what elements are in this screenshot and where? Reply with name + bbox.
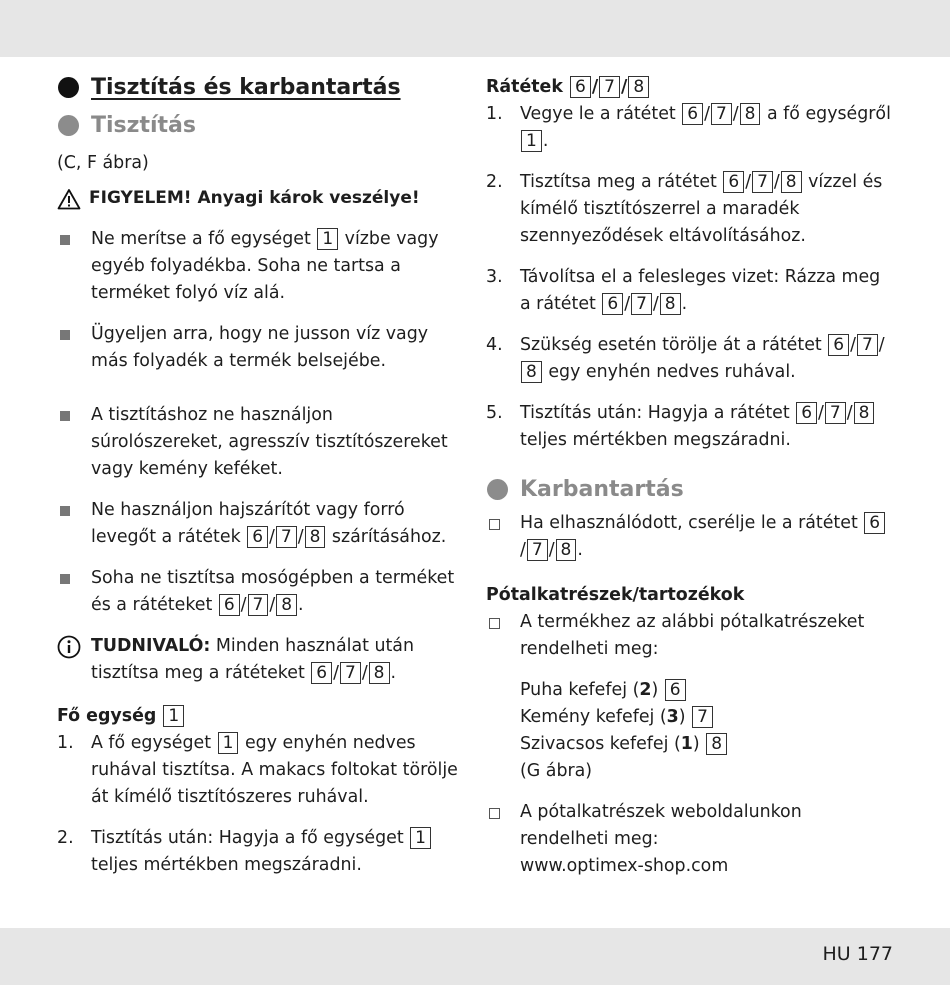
hollow-square-bullet-icon [489, 618, 500, 629]
step-item: 5. Tisztítás után: Hagyja a rátétet 6 / 7 / 8 teljes mértékben megszáradni. [486, 400, 891, 454]
ref-box: 1 [521, 130, 542, 152]
ref-box: 8 [369, 662, 390, 684]
ref-box: 1 [163, 705, 184, 727]
ref-box: 6 [864, 512, 885, 534]
ref-box: 7 [599, 76, 620, 98]
ref-box: 8 [781, 171, 802, 193]
ref-box: 6 [723, 171, 744, 193]
ref-box: 8 [556, 539, 577, 561]
bullet-dot-icon [58, 77, 79, 98]
ref-box: 8 [628, 76, 649, 98]
step-item: 2. Tisztítsa meg a rátétet 6 / 7 / 8 vízzel és kímélő tisztítószerrel a maradék szennyeződések eltávolításához. [486, 172, 883, 246]
spare-item: Puha kefefej (2) 6 [520, 677, 891, 704]
ref-box: 7 [527, 539, 548, 561]
list-item: Ügyeljen arra, hogy ne jusson víz vagy más folyadék a termék belsejébe. [57, 321, 467, 375]
square-bullet-icon [60, 411, 70, 421]
hollow-square-bullet-icon [489, 808, 500, 819]
ref-box: 7 [857, 334, 878, 356]
ref-box: 6 [570, 76, 591, 98]
ref-box: 1 [218, 732, 239, 754]
ref-box: 7 [248, 594, 269, 616]
left-column [57, 70, 467, 879]
ref-box: 1 [317, 228, 338, 250]
ref-box: 6 [796, 402, 817, 424]
bottom-band [0, 928, 950, 985]
ref-box: 8 [276, 594, 297, 616]
maintenance-title: Karbantartás [486, 472, 891, 508]
ref-box: 7 [692, 706, 713, 728]
ref-box: 7 [276, 526, 297, 548]
hollow-square-bullet-icon [489, 519, 500, 530]
bullet-dot-icon [487, 479, 508, 500]
ref-box: 6 [665, 679, 686, 701]
main-unit-heading: Fő egység 1 [57, 703, 467, 730]
step-item: 1. Vegye le a rátétet 6 / 7 / 8 a fő egységről 1 . [486, 104, 891, 151]
warning-triangle-icon [57, 188, 81, 210]
square-bullet-icon [60, 330, 70, 340]
ref-box: 6 [311, 662, 332, 684]
spare-parts-heading: Pótalkatrészek/tartozékok [486, 585, 745, 605]
list-item: A pótalkatrészek weboldalunkon rendelheti meg: www.optimex-shop.com [486, 799, 891, 880]
subsection-title: Tisztítás [57, 108, 467, 144]
ref-box: 7 [631, 293, 652, 315]
ref-box: 7 [711, 103, 732, 125]
square-bullet-icon [60, 235, 70, 245]
note: TUDNIVALÓ: Minden használat után tisztítsa meg a rátéteket 6 / 7 / 8 . [57, 633, 467, 687]
ref-box: 6 [219, 594, 240, 616]
list-item: A termékhez az alábbi pótalkatrészeket rendelheti meg: [486, 609, 891, 663]
ref-box: 6 [682, 103, 703, 125]
ref-box: 6 [828, 334, 849, 356]
list-item: A tisztításhoz ne használjon súrolószereket, agresszív tisztítószereket vagy kemény keféket. [57, 402, 467, 483]
list-item: Ne használjon hajszárítót vagy forró levegőt a rátétek 6 / 7 / 8 szárításához. [57, 497, 467, 551]
figure-reference: (C, F ábra) [57, 153, 149, 173]
ref-box: 6 [602, 293, 623, 315]
section-title: Tisztítás és karbantartás [57, 70, 467, 106]
list-item: Ha elhasználódott, cserélje le a rátétet 6/ 7 / 8 . [486, 510, 891, 564]
website-link[interactable]: www.optimex-shop.com [520, 856, 729, 876]
ref-box: 7 [825, 402, 846, 424]
warning: FIGYELEM! Anyagi károk veszélye! [57, 185, 467, 212]
ref-box: 8 [740, 103, 761, 125]
page-number: HU 177 [822, 943, 893, 965]
step-item: 2. Tisztítás után: Hagyja a fő egységet 1 teljes mértékben megszáradni. [57, 825, 467, 879]
info-icon [57, 635, 81, 659]
ref-box: 1 [410, 827, 431, 849]
figure-reference: (G ábra) [520, 761, 593, 781]
ref-box: 6 [247, 526, 268, 548]
spare-item: Kemény kefefej (3) 7 [520, 704, 891, 731]
step-item: 3. Távolítsa el a felesleges vizet: Rázza meg a rátétet 6 / 7 / 8 . [486, 267, 881, 314]
step-item: 1. A fő egységet 1 egy enyhén nedves ruhával tisztítsa. A makacs foltokat törölje át kímélő tisztítószeres ruhával. [57, 733, 458, 807]
ref-box: 8 [305, 526, 326, 548]
ref-box: 8 [706, 733, 727, 755]
list-item: Ne merítse a fő egységet 1 vízbe vagy egyéb folyadékba. Soha ne tartsa a terméket folyó víz alá. [57, 226, 467, 307]
ref-box: 8 [521, 361, 542, 383]
bullet-dot-icon [58, 115, 79, 136]
ref-box: 7 [752, 171, 773, 193]
spare-item: Szivacsos kefefej (1) 8 [520, 731, 891, 758]
square-bullet-icon [60, 506, 70, 516]
attachments-heading: Rátétek 6 / 7 / 8 [486, 74, 891, 101]
spare-parts-list [486, 677, 891, 785]
step-item: 4. Szükség esetén törölje át a rátétet 6 / 7 /8 egy enyhén nedves ruhával. [486, 335, 885, 382]
ref-box: 8 [660, 293, 681, 315]
right-column [486, 70, 891, 880]
ref-box: 8 [854, 402, 875, 424]
top-band [0, 0, 950, 57]
ref-box: 7 [340, 662, 361, 684]
list-item: Soha ne tisztítsa mosógépben a terméket és a rátéteket 6 / 7 / 8 . [57, 565, 467, 619]
square-bullet-icon [60, 574, 70, 584]
